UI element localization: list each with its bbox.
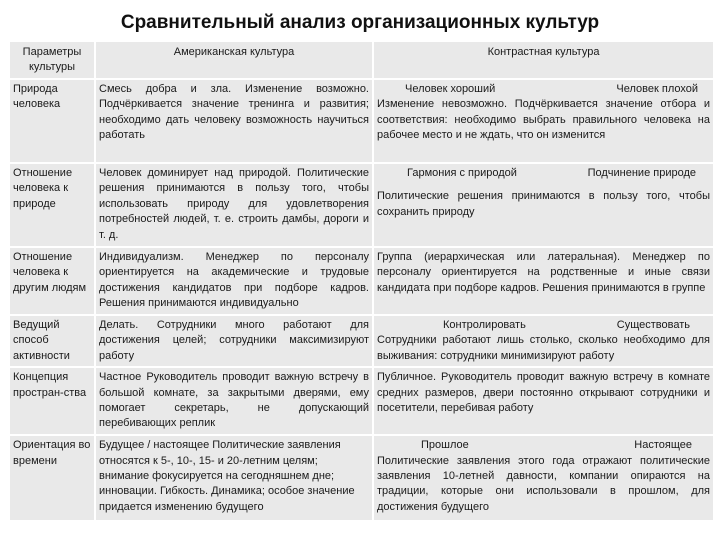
contrast-left: Контролировать <box>443 319 526 331</box>
contrast-pair <box>377 82 710 97</box>
header-american: Американская культура <box>96 42 372 78</box>
row-american: Частное Руководитель проводит важную встречу в большой комнате, за закрытыми дверями, ему помогает секретарь, не допускающий перебивающих реплик <box>96 368 372 434</box>
row-contrast <box>374 80 713 162</box>
contrast-right: Человек плохой <box>616 83 698 95</box>
table-row <box>10 368 713 434</box>
row-param: Концепция простран-ства <box>10 368 94 434</box>
row-contrast: Группа (иерархическая или латеральная). Менеджер по персоналу ориентируется на родственные и иные связи кандидата при подборе кадров. Решения принимаются в группе <box>374 248 713 314</box>
header-contrast: Контрастная культура <box>374 42 713 78</box>
row-param: Ориентация во времени <box>10 436 94 520</box>
contrast-right: Существовать <box>616 319 690 331</box>
row-contrast <box>374 316 713 366</box>
header-param: Параметры культуры <box>10 42 94 78</box>
contrast-left: Человек хороший <box>405 83 496 95</box>
contrast-right: Настоящее <box>634 439 692 452</box>
contrast-left: Гармония с природой <box>407 167 517 179</box>
header-row <box>10 42 713 78</box>
row-contrast <box>374 164 713 246</box>
row-contrast <box>374 436 713 520</box>
contrast-text: Политические заявления этого года отражают политические заявления 10-летней давности, компании опираются на традиции, которые они использовали в прошлом, для достижения будущего <box>377 454 710 513</box>
contrast-left: Прошлое <box>421 439 469 452</box>
contrast-text: Изменение невозможно. Подчёркивается значение отбора и соответствия: необходимо выбрать правильного человека на рабочее место и не ждать, что он изменится <box>377 98 710 142</box>
contrast-pair <box>377 438 710 453</box>
contrast-right: Подчинение природе <box>587 167 696 179</box>
table-row <box>10 436 713 520</box>
page-title: Сравнительный анализ организационных культур <box>120 12 600 33</box>
table-row <box>10 248 713 314</box>
row-contrast: Публичное. Руководитель проводит важную встречу в комнате средних размеров, двери постоянно открывают сотрудники и посетители, перебивая работу <box>374 368 713 434</box>
contrast-text: Политические решения принимаются в пользу того, чтобы сохранить природу <box>377 190 710 218</box>
row-param: Отношение человека к другим людям <box>10 248 94 314</box>
row-american: Будущее / настоящее Политические заявления относятся к 5-, 10-, 15- и 20-летним целям; внимание фокусируется на сегодняшнем дне; инновации. Гибкость. Динамика; особое значение придается изменению будущего <box>96 436 372 520</box>
row-param: Ведущий способ активности <box>10 316 94 366</box>
row-param: Отношение человека к природе <box>10 164 94 246</box>
row-american: Человек доминирует над природой. Политические решения принимаются в пользу того, чтобы использовать природу для удовлетворения потребностей людей, т. е. строить дамбы, дороги и т. д. <box>96 164 372 246</box>
row-american: Делать. Сотрудники много работают для достижения целей; сотрудники максимизируют работу <box>96 316 372 366</box>
table-row <box>10 164 713 246</box>
table-row <box>10 80 713 162</box>
contrast-pair <box>377 166 710 181</box>
contrast-pair <box>377 318 710 333</box>
comparison-table <box>8 40 715 522</box>
table-row <box>10 316 713 366</box>
row-param: Природа человека <box>10 80 94 162</box>
contrast-text: Сотрудники работают лишь столько, сколько необходимо для выживания: сотрудники минимизируют работу <box>377 334 710 362</box>
row-american: Смесь добра и зла. Изменение возможно. Подчёркивается значение тренинга и развития; необходимо дать человеку возможность научиться работать <box>96 80 372 162</box>
row-american: Индивидуализм. Менеджер по персоналу ориентируется на академические и трудовые достижения кандидатов при подборе кадров. Решения принимаются индивидуально <box>96 248 372 314</box>
